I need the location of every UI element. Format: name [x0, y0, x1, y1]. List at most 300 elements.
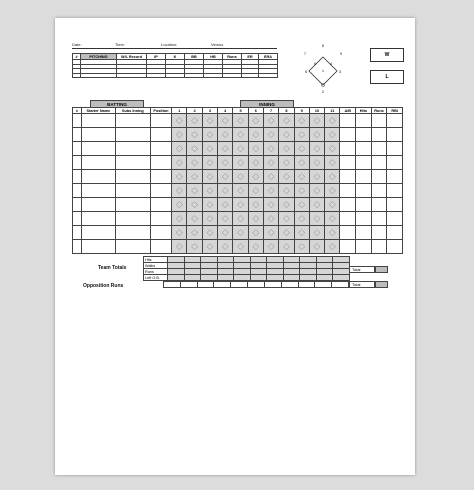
opposition-runs-table	[163, 281, 349, 288]
inning-col-header: 2	[187, 108, 202, 114]
stat-cell[interactable]	[340, 184, 356, 198]
inning-diamond-cell[interactable]	[263, 114, 278, 128]
opposition-cell[interactable]	[332, 282, 349, 288]
inning-diamond-cell[interactable]	[263, 170, 278, 184]
pos-5: 5	[305, 70, 307, 74]
batting-cell[interactable]	[116, 226, 151, 240]
batting-cell[interactable]	[150, 142, 172, 156]
batting-cell[interactable]	[150, 212, 172, 226]
inning-diamond-cell[interactable]	[172, 240, 187, 254]
inning-diamond-cell[interactable]	[248, 212, 263, 226]
batting-col-header: Subs Inning	[116, 108, 151, 114]
stat-cell[interactable]	[340, 142, 356, 156]
batting-row	[73, 142, 403, 156]
col-er: ER	[242, 54, 259, 60]
batting-row	[73, 128, 403, 142]
stat-cell[interactable]	[371, 184, 387, 198]
pitching-cell[interactable]	[81, 73, 117, 78]
opposition-cell[interactable]	[214, 282, 231, 288]
opposition-total-value[interactable]	[375, 281, 388, 288]
inning-diamond-cell[interactable]	[233, 226, 248, 240]
batting-row	[73, 226, 403, 240]
batting-cell[interactable]	[73, 142, 82, 156]
inning-diamond-cell[interactable]	[233, 184, 248, 198]
team-totals-cell[interactable]	[201, 275, 218, 281]
inning-diamond-cell[interactable]	[172, 114, 187, 128]
inning-diamond-cell[interactable]	[172, 170, 187, 184]
stat-cell[interactable]	[371, 240, 387, 254]
pos-1: 1	[322, 69, 324, 73]
inning-diamond-cell[interactable]	[294, 142, 309, 156]
stat-cell[interactable]	[356, 170, 372, 184]
batting-col-header: #	[73, 108, 82, 114]
pitching-cell[interactable]	[204, 73, 223, 78]
stat-cell[interactable]	[387, 212, 403, 226]
batting-row	[73, 240, 403, 254]
date-label: Date:	[72, 42, 82, 47]
inning-diamond-cell[interactable]	[294, 226, 309, 240]
opposition-cell[interactable]	[281, 282, 298, 288]
team-total-box[interactable]	[349, 266, 375, 273]
inning-diamond-cell[interactable]	[279, 226, 294, 240]
location-label: Location:	[161, 42, 178, 47]
stat-cell[interactable]	[387, 240, 403, 254]
pitching-cell[interactable]	[166, 73, 185, 78]
stat-cell[interactable]	[340, 240, 356, 254]
batting-cell[interactable]	[73, 114, 82, 128]
batting-cell[interactable]	[81, 184, 116, 198]
stat-cell[interactable]	[356, 226, 372, 240]
stat-cell[interactable]	[371, 212, 387, 226]
inning-diamond-cell[interactable]	[263, 198, 278, 212]
inning-diamond-cell[interactable]	[263, 142, 278, 156]
pitching-cell[interactable]	[117, 73, 147, 78]
inning-diamond-cell[interactable]	[263, 212, 278, 226]
batting-row	[73, 114, 403, 128]
inning-diamond-cell[interactable]	[325, 212, 340, 226]
pitching-cell[interactable]	[259, 73, 278, 78]
batting-cell[interactable]	[73, 212, 82, 226]
inning-diamond-cell[interactable]	[202, 212, 217, 226]
inning-diamond-cell[interactable]	[248, 226, 263, 240]
inning-diamond-cell[interactable]	[248, 184, 263, 198]
stat-cell[interactable]	[340, 128, 356, 142]
pitching-cell[interactable]	[73, 73, 81, 78]
inning-diamond-cell[interactable]	[172, 156, 187, 170]
field-diamond	[303, 43, 343, 98]
team-totals-cell[interactable]	[300, 275, 317, 281]
stat-cell[interactable]	[387, 226, 403, 240]
opposition-cell[interactable]	[231, 282, 248, 288]
col-k: K	[166, 54, 185, 60]
stat-cell[interactable]	[356, 142, 372, 156]
inning-diamond-cell[interactable]	[248, 142, 263, 156]
opposition-cell[interactable]	[264, 282, 281, 288]
inning-diamond-cell[interactable]	[294, 212, 309, 226]
team-totals-cell[interactable]	[267, 275, 284, 281]
inning-diamond-cell[interactable]	[233, 142, 248, 156]
batting-cell[interactable]	[81, 114, 116, 128]
inning-diamond-cell[interactable]	[172, 226, 187, 240]
batting-cell[interactable]	[81, 128, 116, 142]
inning-diamond-cell[interactable]	[218, 114, 233, 128]
opposition-total-label: Total	[352, 282, 361, 287]
inning-diamond-cell[interactable]	[279, 212, 294, 226]
batting-cell[interactable]	[73, 184, 82, 198]
col-hb: HB	[204, 54, 223, 60]
inning-diamond-cell[interactable]	[325, 198, 340, 212]
inning-diamond-cell[interactable]	[309, 170, 324, 184]
pitching-cell[interactable]	[147, 73, 166, 78]
stat-cell[interactable]	[356, 212, 372, 226]
batting-cell[interactable]	[73, 170, 82, 184]
inning-col-header: 7	[263, 108, 278, 114]
inning-col-header: 8	[279, 108, 294, 114]
stat-cell[interactable]	[340, 170, 356, 184]
batting-cell[interactable]	[150, 198, 172, 212]
inning-diamond-cell[interactable]	[309, 184, 324, 198]
pos-2: 2	[322, 90, 324, 94]
inning-diamond-cell[interactable]	[172, 184, 187, 198]
team-totals-cell[interactable]	[283, 275, 300, 281]
batting-cell[interactable]	[116, 212, 151, 226]
batting-cell[interactable]	[73, 156, 82, 170]
inning-diamond-cell[interactable]	[325, 142, 340, 156]
inning-diamond-cell[interactable]	[309, 142, 324, 156]
inning-diamond-cell[interactable]	[218, 198, 233, 212]
pos-3: 3	[339, 70, 341, 74]
stat-cell[interactable]	[387, 156, 403, 170]
inning-diamond-cell[interactable]	[202, 142, 217, 156]
inning-diamond-cell[interactable]	[202, 128, 217, 142]
inning-diamond-cell[interactable]	[233, 156, 248, 170]
inning-diamond-cell[interactable]	[294, 170, 309, 184]
col-number: #	[73, 54, 81, 60]
inning-diamond-cell[interactable]	[309, 114, 324, 128]
inning-diamond-cell[interactable]	[202, 156, 217, 170]
inning-diamond-cell[interactable]	[233, 170, 248, 184]
pitching-cell[interactable]	[185, 73, 204, 78]
inning-col-header: 10	[309, 108, 324, 114]
pitching-row	[73, 73, 278, 78]
stat-cell[interactable]	[340, 156, 356, 170]
batting-cell[interactable]	[73, 240, 82, 254]
time-label: Time:	[115, 42, 125, 47]
pitching-cell[interactable]	[242, 73, 259, 78]
batting-row	[73, 170, 403, 184]
inning-diamond-cell[interactable]	[309, 128, 324, 142]
stat-col-header: Hits	[356, 108, 372, 114]
inning-diamond-cell[interactable]	[325, 226, 340, 240]
inning-diamond-cell[interactable]	[218, 156, 233, 170]
inning-diamond-cell[interactable]	[233, 212, 248, 226]
batting-cell[interactable]	[73, 226, 82, 240]
inning-diamond-cell[interactable]	[233, 240, 248, 254]
inning-diamond-cell[interactable]	[202, 184, 217, 198]
inning-diamond-cell[interactable]	[263, 128, 278, 142]
stat-col-header: RBI	[387, 108, 403, 114]
inning-diamond-cell[interactable]	[309, 240, 324, 254]
opposition-row	[164, 282, 349, 288]
batting-cell[interactable]	[150, 156, 172, 170]
pitching-table	[72, 53, 278, 78]
team-totals-cell[interactable]	[184, 275, 201, 281]
stat-col-header: Runs	[371, 108, 387, 114]
stat-cell[interactable]	[387, 128, 403, 142]
batting-table	[72, 107, 403, 254]
stat-cell[interactable]	[340, 226, 356, 240]
inning-diamond-cell[interactable]	[187, 212, 202, 226]
inning-col-header: 4	[218, 108, 233, 114]
inning-diamond-cell[interactable]	[218, 128, 233, 142]
team-totals-row-label: Hits	[144, 257, 168, 263]
inning-diamond-cell[interactable]	[202, 170, 217, 184]
stat-cell[interactable]	[356, 114, 372, 128]
batting-row	[73, 184, 403, 198]
stat-cell[interactable]	[371, 156, 387, 170]
inning-diamond-cell[interactable]	[233, 128, 248, 142]
pos-4: 4	[330, 62, 332, 66]
inning-diamond-cell[interactable]	[325, 170, 340, 184]
inning-diamond-cell[interactable]	[187, 198, 202, 212]
inning-col-header: 11	[325, 108, 340, 114]
batting-cell[interactable]	[81, 212, 116, 226]
batting-cell[interactable]	[81, 240, 116, 254]
stat-cell[interactable]	[371, 198, 387, 212]
inning-diamond-cell[interactable]	[279, 142, 294, 156]
inning-diamond-cell[interactable]	[309, 198, 324, 212]
inning-diamond-cell[interactable]	[187, 156, 202, 170]
team-totals-cell[interactable]	[168, 275, 185, 281]
batting-col-header: Starter Name	[81, 108, 116, 114]
versus-label: Versus	[211, 42, 224, 47]
inning-diamond-cell[interactable]	[172, 128, 187, 142]
col-pitching: PITCHING	[81, 54, 117, 60]
team-totals-row	[144, 275, 350, 281]
inning-diamond-cell[interactable]	[309, 212, 324, 226]
team-total-label: Total	[352, 267, 361, 272]
inning-diamond-cell[interactable]	[218, 142, 233, 156]
inning-diamond-cell[interactable]	[218, 212, 233, 226]
stat-cell[interactable]	[387, 184, 403, 198]
col-ip: IP	[147, 54, 166, 60]
batting-cell[interactable]	[81, 198, 116, 212]
batting-cell[interactable]	[150, 184, 172, 198]
stat-cell[interactable]	[356, 128, 372, 142]
inning-diamond-cell[interactable]	[263, 226, 278, 240]
stat-cell[interactable]	[356, 156, 372, 170]
batting-cell[interactable]	[116, 184, 151, 198]
team-totals-cell[interactable]	[234, 275, 251, 281]
inning-diamond-cell[interactable]	[202, 198, 217, 212]
opposition-cell[interactable]	[164, 282, 181, 288]
batting-cell[interactable]	[150, 114, 172, 128]
opposition-cell[interactable]	[315, 282, 332, 288]
batting-cell[interactable]	[116, 114, 151, 128]
inning-diamond-cell[interactable]	[294, 198, 309, 212]
inning-diamond-cell[interactable]	[187, 142, 202, 156]
inning-diamond-cell[interactable]	[187, 170, 202, 184]
inning-diamond-cell[interactable]	[279, 184, 294, 198]
inning-diamond-cell[interactable]	[172, 142, 187, 156]
stat-cell[interactable]	[371, 128, 387, 142]
batting-cell[interactable]	[150, 170, 172, 184]
team-total-value[interactable]	[375, 266, 388, 273]
col-wl-record: W/L Record	[117, 54, 147, 60]
batting-cell[interactable]	[150, 128, 172, 142]
pos-8: 8	[322, 44, 324, 48]
inning-diamond-cell[interactable]	[263, 240, 278, 254]
batting-cell[interactable]	[150, 240, 172, 254]
batting-cell[interactable]	[73, 128, 82, 142]
inning-diamond-cell[interactable]	[279, 240, 294, 254]
stat-col-header: A/B	[340, 108, 356, 114]
inning-col-header: 9	[294, 108, 309, 114]
header-underline	[72, 48, 277, 49]
inning-diamond-cell[interactable]	[325, 128, 340, 142]
stat-cell[interactable]	[340, 212, 356, 226]
inning-diamond-cell[interactable]	[294, 128, 309, 142]
team-totals-row-label: Left O.B.	[144, 275, 168, 281]
stat-cell[interactable]	[371, 226, 387, 240]
batting-cell[interactable]	[81, 156, 116, 170]
batting-cell[interactable]	[150, 226, 172, 240]
inning-diamond-cell[interactable]	[233, 198, 248, 212]
inning-diamond-cell[interactable]	[248, 240, 263, 254]
batting-cell[interactable]	[116, 156, 151, 170]
stat-cell[interactable]	[356, 198, 372, 212]
inning-diamond-cell[interactable]	[202, 114, 217, 128]
inning-diamond-cell[interactable]	[279, 156, 294, 170]
inning-diamond-cell[interactable]	[218, 170, 233, 184]
inning-diamond-cell[interactable]	[294, 156, 309, 170]
stat-cell[interactable]	[387, 114, 403, 128]
batting-cell[interactable]	[81, 142, 116, 156]
team-totals-row-label: Walks	[144, 263, 168, 269]
stat-cell[interactable]	[387, 198, 403, 212]
inning-diamond-cell[interactable]	[218, 226, 233, 240]
inning-diamond-cell[interactable]	[325, 114, 340, 128]
batting-cell[interactable]	[81, 226, 116, 240]
inning-diamond-cell[interactable]	[187, 240, 202, 254]
scoresheet-page	[55, 18, 415, 475]
win-box[interactable]: W	[370, 48, 404, 62]
batting-cell[interactable]	[116, 240, 151, 254]
inning-diamond-cell[interactable]	[325, 184, 340, 198]
inning-diamond-cell[interactable]	[248, 114, 263, 128]
team-totals-cell[interactable]	[316, 275, 333, 281]
stat-cell[interactable]	[387, 170, 403, 184]
col-bb: BB	[185, 54, 204, 60]
inning-diamond-cell[interactable]	[263, 156, 278, 170]
inning-diamond-cell[interactable]	[172, 212, 187, 226]
stat-cell[interactable]	[387, 142, 403, 156]
team-totals-cell[interactable]	[250, 275, 267, 281]
opposition-total-box[interactable]	[349, 281, 375, 288]
inning-col-header: 6	[248, 108, 263, 114]
stat-cell[interactable]	[340, 198, 356, 212]
opposition-cell[interactable]	[298, 282, 315, 288]
inning-diamond-cell[interactable]	[309, 156, 324, 170]
opposition-cell[interactable]	[180, 282, 197, 288]
pos-9: 9	[340, 52, 342, 56]
batting-section-label: BATTING	[90, 100, 144, 108]
inning-diamond-cell[interactable]	[218, 240, 233, 254]
batting-cell[interactable]	[81, 170, 116, 184]
inning-diamond-cell[interactable]	[218, 184, 233, 198]
inning-diamond-cell[interactable]	[294, 114, 309, 128]
inning-diamond-cell[interactable]	[248, 156, 263, 170]
inning-col-header: 1	[172, 108, 187, 114]
pos-7: 7	[304, 52, 306, 56]
opposition-cell[interactable]	[248, 282, 265, 288]
inning-diamond-cell[interactable]	[294, 184, 309, 198]
inning-diamond-cell[interactable]	[325, 156, 340, 170]
batting-row	[73, 198, 403, 212]
inning-diamond-cell[interactable]	[248, 170, 263, 184]
stat-cell[interactable]	[371, 114, 387, 128]
inning-col-header: 3	[202, 108, 217, 114]
batting-cell[interactable]	[116, 142, 151, 156]
batting-cell[interactable]	[116, 170, 151, 184]
inning-diamond-cell[interactable]	[202, 226, 217, 240]
inning-diamond-cell[interactable]	[233, 114, 248, 128]
inning-col-header: 5	[233, 108, 248, 114]
opposition-runs-label: Opposition Runs	[83, 283, 124, 289]
stat-cell[interactable]	[356, 184, 372, 198]
inning-diamond-cell[interactable]	[263, 184, 278, 198]
inning-diamond-cell[interactable]	[187, 226, 202, 240]
inning-diamond-cell[interactable]	[202, 240, 217, 254]
opposition-cell[interactable]	[197, 282, 214, 288]
col-era: ERA	[259, 54, 278, 60]
pitching-cell[interactable]	[223, 73, 242, 78]
inning-diamond-cell[interactable]	[172, 198, 187, 212]
team-totals-label: Team Totals	[98, 265, 127, 271]
batting-row	[73, 212, 403, 226]
inning-diamond-cell[interactable]	[279, 128, 294, 142]
pos-6: 6	[314, 62, 316, 66]
team-totals-cell[interactable]	[217, 275, 234, 281]
inning-diamond-cell[interactable]	[279, 170, 294, 184]
col-runs: Runs	[223, 54, 242, 60]
batting-row	[73, 156, 403, 170]
inning-diamond-cell[interactable]	[279, 114, 294, 128]
inning-diamond-cell[interactable]	[279, 198, 294, 212]
batting-cell[interactable]	[116, 128, 151, 142]
inning-section-label: INNING	[240, 100, 294, 108]
inning-diamond-cell[interactable]	[187, 114, 202, 128]
inning-diamond-cell[interactable]	[294, 240, 309, 254]
stat-cell[interactable]	[371, 142, 387, 156]
inning-diamond-cell[interactable]	[325, 240, 340, 254]
inning-diamond-cell[interactable]	[187, 184, 202, 198]
inning-diamond-cell[interactable]	[309, 226, 324, 240]
inning-diamond-cell[interactable]	[248, 198, 263, 212]
stat-cell[interactable]	[371, 170, 387, 184]
team-totals-cell[interactable]	[333, 275, 350, 281]
batting-cell[interactable]	[73, 198, 82, 212]
stat-cell[interactable]	[356, 240, 372, 254]
team-totals-row-label: Runs	[144, 269, 168, 275]
inning-diamond-cell[interactable]	[187, 128, 202, 142]
loss-box[interactable]: L	[370, 70, 404, 84]
batting-cell[interactable]	[116, 198, 151, 212]
inning-diamond-cell[interactable]	[248, 128, 263, 142]
team-totals-table	[143, 256, 350, 281]
batting-col-header: Position	[150, 108, 172, 114]
stat-cell[interactable]	[340, 114, 356, 128]
